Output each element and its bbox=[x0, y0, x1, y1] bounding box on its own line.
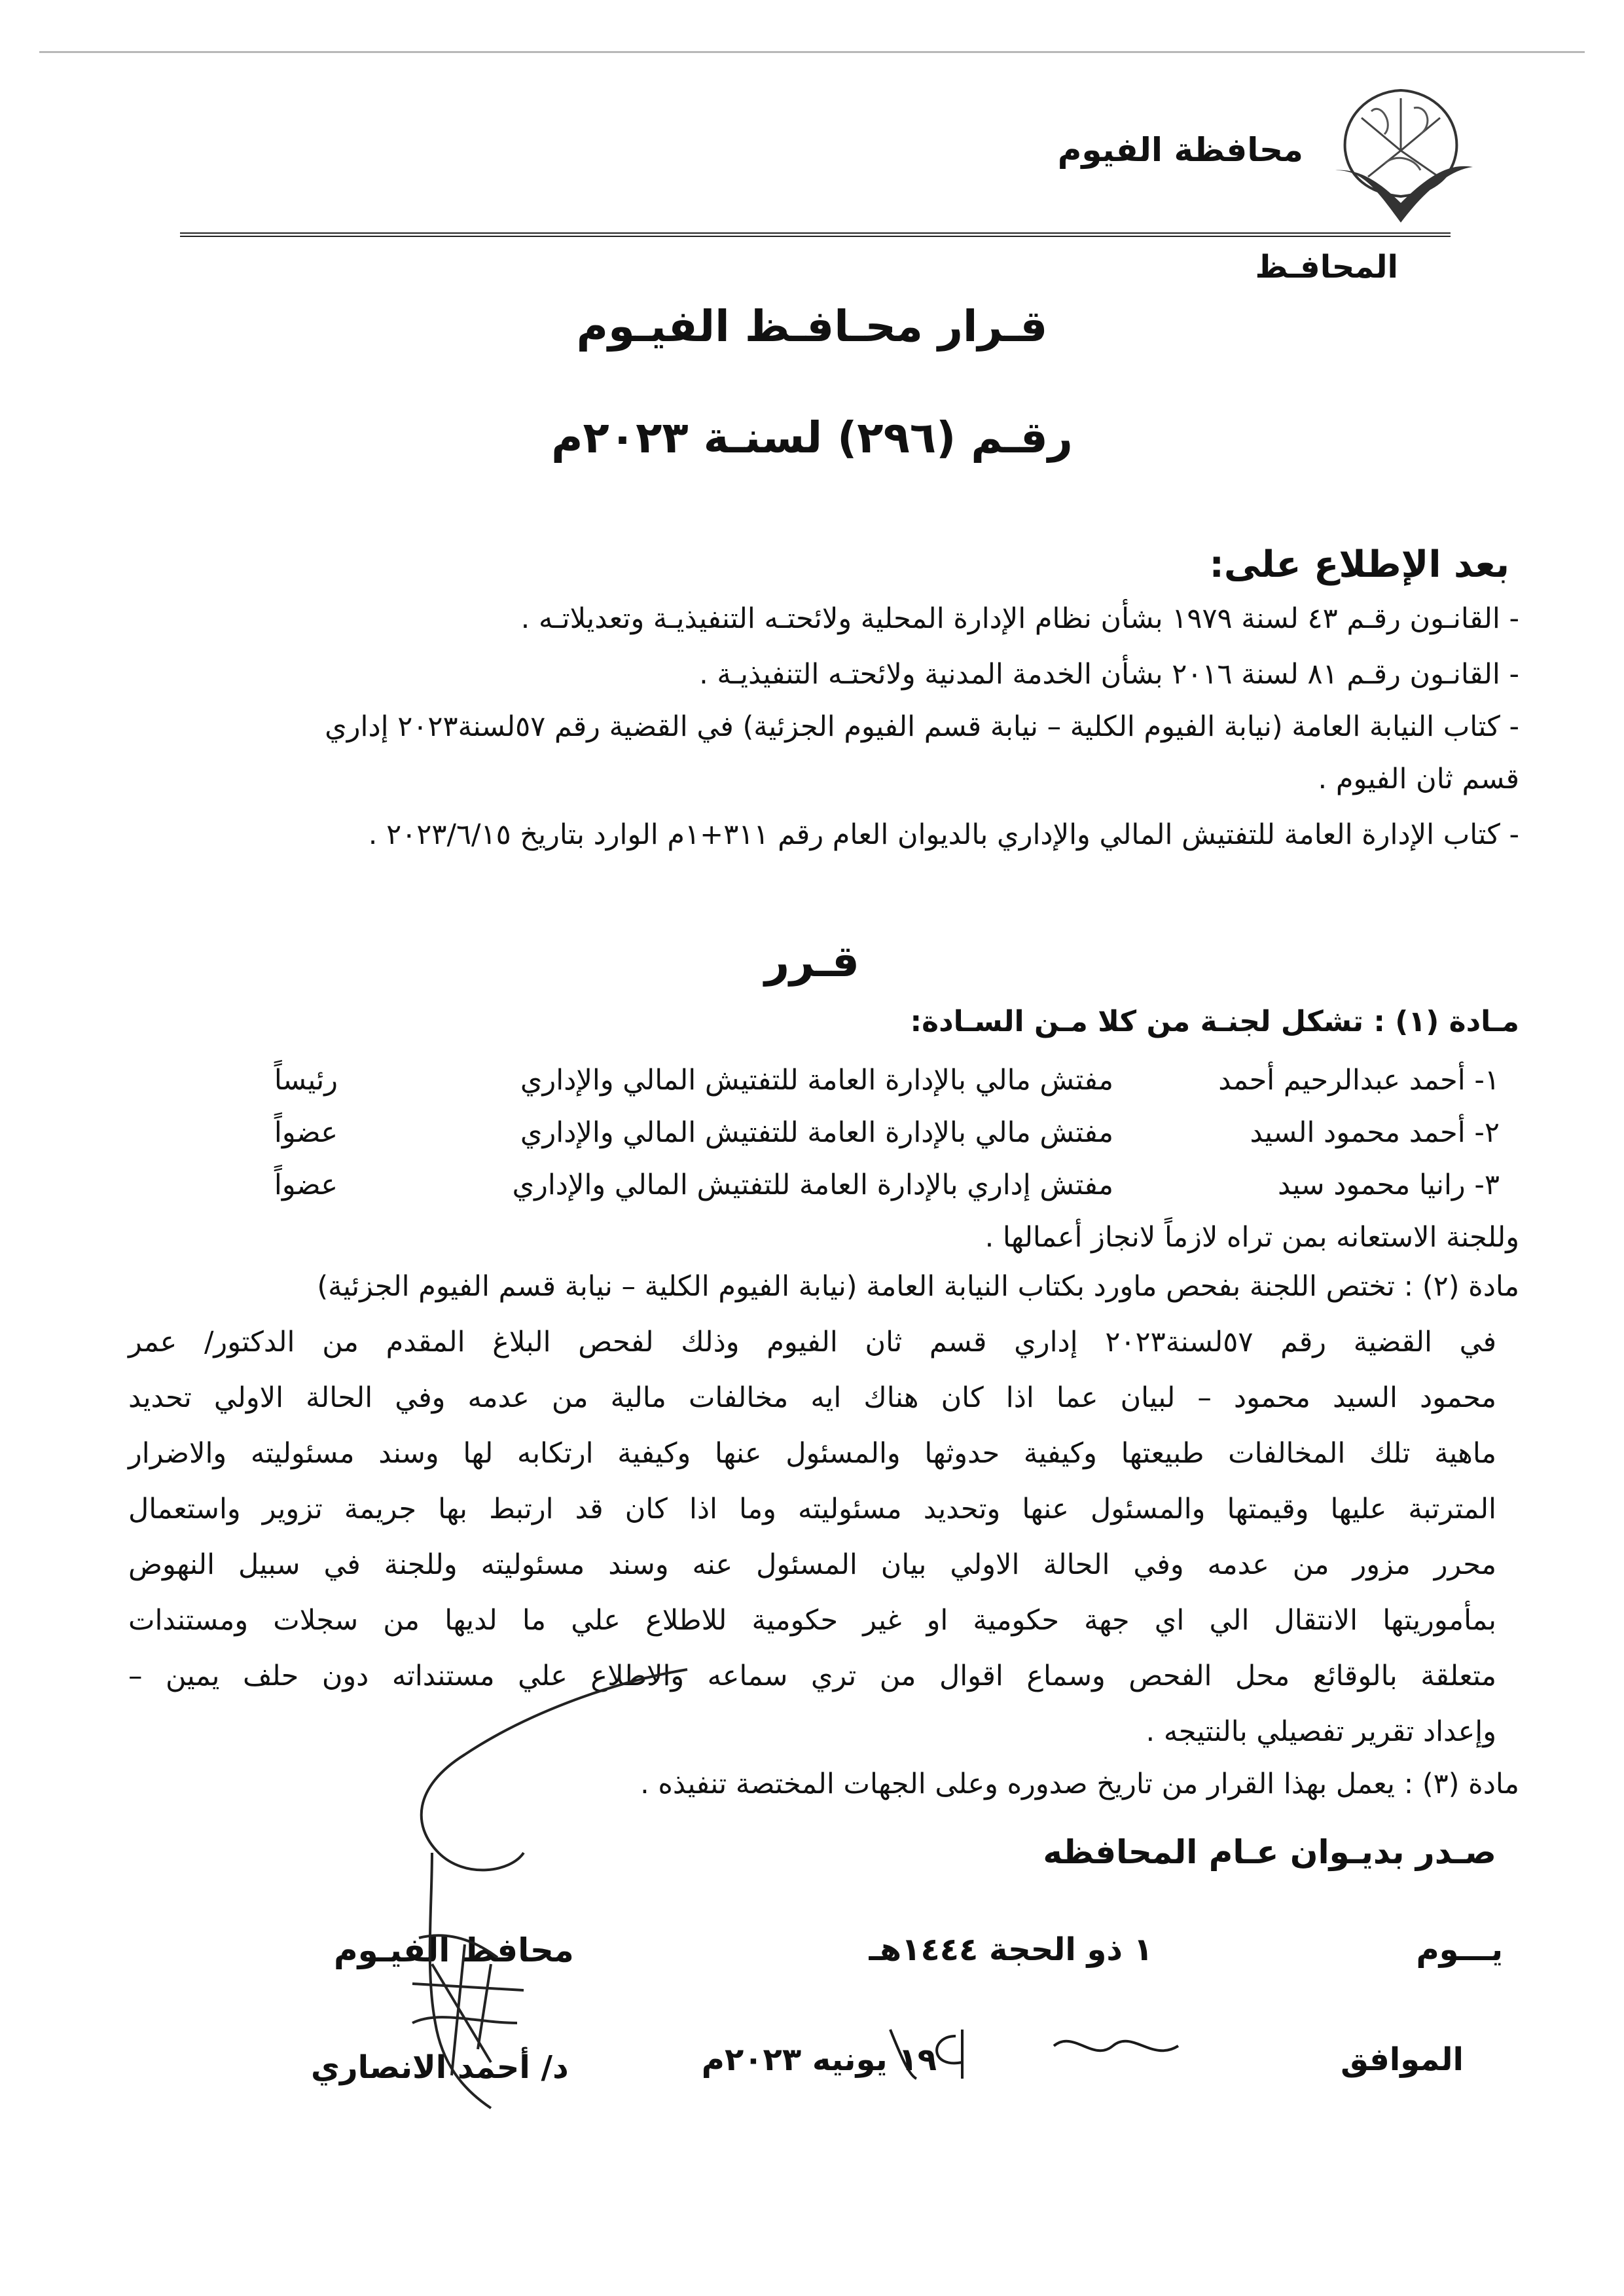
header-divider bbox=[180, 232, 1451, 237]
article-2-line: وإعداد تقرير تفصيلي بالنتيجه . bbox=[1146, 1715, 1496, 1748]
article-2-line: مادة (٢) : تختص اللجنة بفحص ماورد بكتاب النيابة العامة (نيابة الفيوم الكلية – نيابة قسم الفيوم الجزئية) bbox=[317, 1270, 1519, 1303]
member-name: ١- أحمد عبدالرحيم أحمد bbox=[1218, 1064, 1500, 1097]
equivalent-label: الموافق bbox=[1341, 2041, 1464, 2078]
signatory-name: د/ أحمد الانصاري bbox=[311, 2049, 569, 2086]
article-2-line: متعلقة بالوقائع محل الفحص وسماع اقوال من تري سماعه والاطلاع علي مستنداته دون حلف يمين – bbox=[128, 1660, 1496, 1692]
article-2-line: محرر مزور من عدمه وفي الحالة الاولي بيان المسئول عنه وسند مسئوليته وللجنة في سبيل النهوض bbox=[128, 1548, 1496, 1581]
preamble-item: - القانـون رقـم ٤٣ لسنة ١٩٧٩ بشأن نظام الإدارة المحلية ولائحتـه التنفيذيـة وتعديلاتـه . bbox=[520, 602, 1519, 635]
member-name: ٢- أحمد محمود السيد bbox=[1250, 1116, 1500, 1149]
member-role: عضواً bbox=[274, 1169, 338, 1201]
decree-title: قـرار محـافـظ الفيـوم bbox=[576, 301, 1048, 352]
article-1-note: وللجنة الاستعانه بمن تراه لازماً لانجاز أعمالها . bbox=[984, 1221, 1519, 1254]
member-position: مفتش مالي بالإدارة العامة للتفتيش المالي والإداري bbox=[520, 1116, 1113, 1149]
scan-top-border bbox=[39, 51, 1585, 53]
issued-at: صـدر بديـوان عـام المحافظه bbox=[1043, 1833, 1496, 1871]
preamble-item: - كتاب الإدارة العامة للتفتيش المالي والإداري بالديوان العام رقم ٣١١+١م الوارد بتاريخ ٢٠٢٣/٦/١٥ . bbox=[368, 818, 1519, 851]
office-label: المحافـظ bbox=[1255, 249, 1398, 285]
article-2-line: في القضية رقم ٥٧لسنة٢٠٢٣ إداري قسم ثان الفيوم وذلك لفحص البلاغ المقدم من الدكتور/ عمر bbox=[128, 1326, 1496, 1358]
member-role: عضواً bbox=[274, 1116, 338, 1149]
article-2-line: المترتبة عليها وقيمتها والمسئول عنها وتحديد مسئوليته وما اذا كان قد ارتبط بها جريمة تزوير واستعمال bbox=[128, 1493, 1496, 1525]
member-position: مفتش إداري بالإدارة العامة للتفتيش المالي والإداري bbox=[512, 1169, 1113, 1201]
signatory-title: محافظ الفيـوم bbox=[334, 1931, 574, 1969]
preamble-item: - القانـون رقـم ٨١ لسنة ٢٠١٦ بشأن الخدمة المدنية ولائحتـه التنفيذيـة . bbox=[699, 658, 1519, 691]
preamble-item: - كتاب النيابة العامة (نيابة الفيوم الكلية – نيابة قسم الفيوم الجزئية) في القضية رقم ٥٧لسنة٢٠٢٣ إداري bbox=[325, 710, 1519, 743]
preamble-item-continued: قسم ثان الفيوم . bbox=[1318, 763, 1519, 795]
member-name: ٣- رانيا محمود سيد bbox=[1278, 1169, 1500, 1201]
article-2-line: محمود السيد محمود – لبيان عما اذا كان هناك ايه مخالفات مالية من عدمه وفي الحالة الاولي تحديد bbox=[128, 1381, 1496, 1414]
member-position: مفتش مالي بالإدارة العامة للتفتيش المالي والإداري bbox=[520, 1064, 1113, 1097]
governorate-name: محافظة الفيوم bbox=[1057, 131, 1303, 169]
member-role: رئيساً bbox=[274, 1064, 338, 1097]
article-2-line: ماهية تلك المخالفات طبيعتها وكيفية حدوثها والمسئول عنها وكيفية ارتكابه لها وسند مسئوليته والاضرار bbox=[128, 1437, 1496, 1470]
day-label: يـــوم bbox=[1416, 1931, 1503, 1968]
hijri-date: ١ ذو الحجة ١٤٤٤هـ bbox=[869, 1931, 1153, 1968]
preamble-intro: بعد الإطلاع على: bbox=[1209, 543, 1509, 586]
decision-heading: قـرر bbox=[765, 936, 859, 987]
gregorian-date: ١٩ يونيه ٢٠٢٣م bbox=[701, 2041, 937, 2078]
governorate-seal-icon bbox=[1322, 72, 1479, 226]
decree-number: رقـم (٢٩٦) لسنـة ٢٠٢٣م bbox=[551, 412, 1073, 463]
article-2-line: بمأموريتها الانتقال الي اي جهة حكومية او غير حكومية للاطلاع علي ما لديها من سجلات ومستندات bbox=[128, 1604, 1496, 1637]
article-1-heading: مـادة (١) : تشكل لجنـة من كلا مـن السـادة: bbox=[910, 1005, 1519, 1038]
article-3: مادة (٣) : يعمل بهذا القرار من تاريخ صدوره وعلى الجهات المختصة تنفيذه . bbox=[640, 1768, 1519, 1800]
